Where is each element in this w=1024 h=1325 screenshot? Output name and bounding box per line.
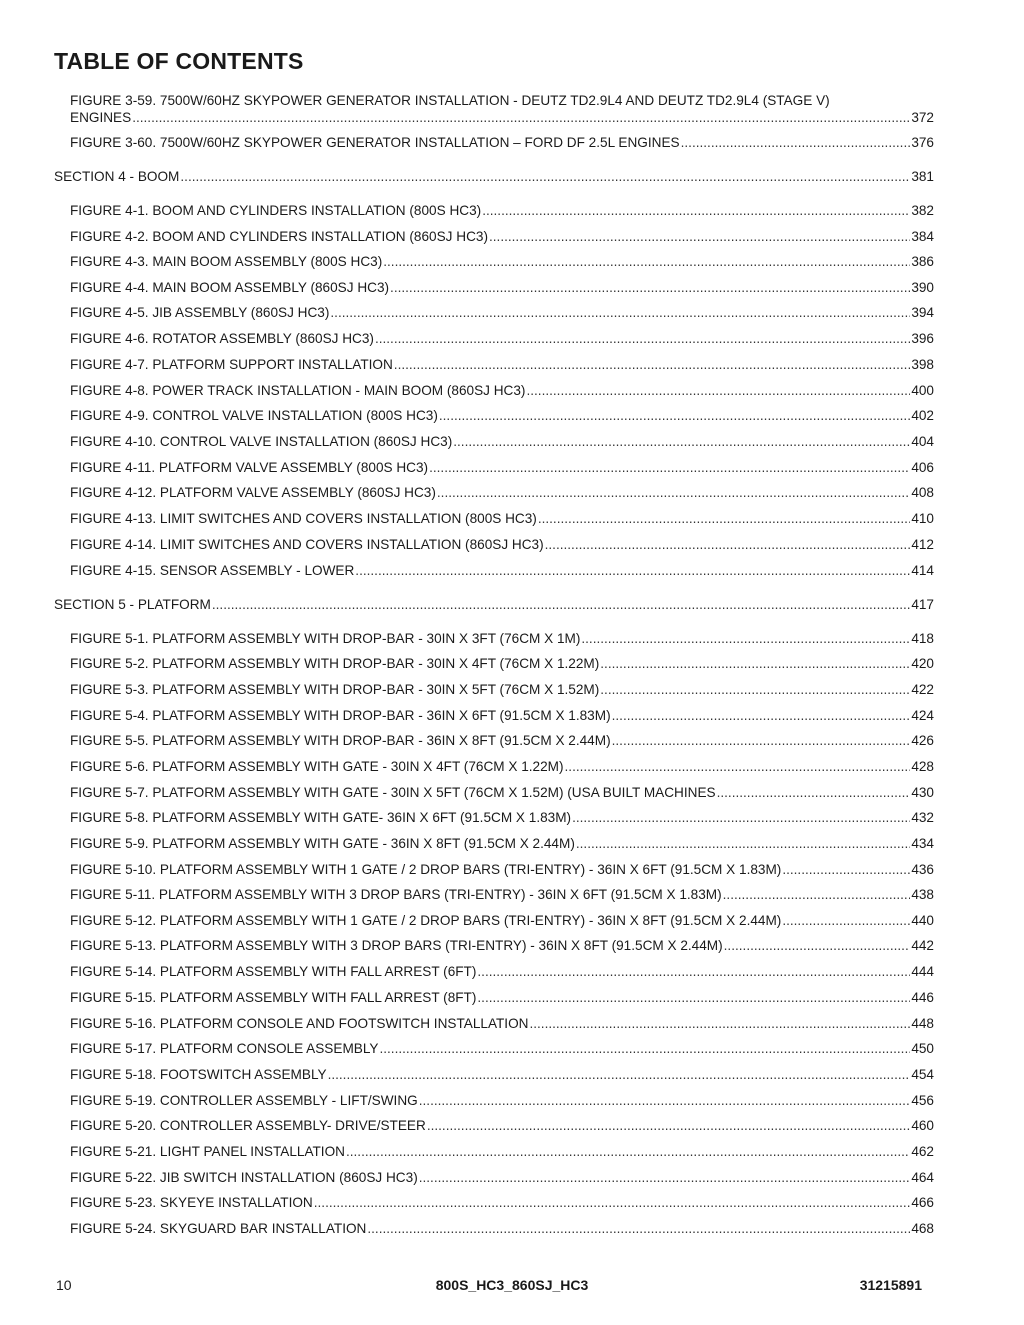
toc-entry-title: FIGURE 3-60. 7500W/60HZ SKYPOWER GENERATOR INSTALLATION – FORD DF 2.5L ENGINES bbox=[70, 135, 680, 150]
toc-figure-entry[interactable] bbox=[70, 912, 934, 929]
toc-entry-page-number: 372 bbox=[911, 110, 934, 125]
footer-part-number: 31215891 bbox=[859, 1277, 922, 1293]
dot-leader bbox=[545, 536, 911, 553]
toc-figure-entry[interactable] bbox=[70, 630, 934, 647]
toc-entry-title: FIGURE 5-14. PLATFORM ASSEMBLY WITH FALL ARREST (6FT) bbox=[70, 964, 477, 979]
dot-leader bbox=[600, 655, 910, 672]
toc-entry-title: FIGURE 4-11. PLATFORM VALVE ASSEMBLY (800S HC3) bbox=[70, 460, 429, 475]
toc-entry-title: FIGURE 5-15. PLATFORM ASSEMBLY WITH FALL ARREST (8FT) bbox=[70, 990, 477, 1005]
dot-leader bbox=[355, 562, 910, 579]
toc-entry-title: SECTION 4 - BOOM bbox=[54, 169, 180, 184]
toc-figure-entry[interactable] bbox=[70, 963, 934, 980]
toc-entry-page-number: 426 bbox=[911, 733, 934, 748]
toc-figure-entry[interactable] bbox=[70, 681, 934, 698]
toc-entry-page-number: 404 bbox=[911, 434, 934, 449]
dot-leader bbox=[375, 330, 910, 347]
toc-entry-page-number: 460 bbox=[911, 1118, 934, 1133]
toc-entry-page-number: 468 bbox=[911, 1221, 934, 1236]
toc-entry-title: FIGURE 4-12. PLATFORM VALVE ASSEMBLY (860SJ HC3) bbox=[70, 485, 436, 500]
toc-entry-page-number: 394 bbox=[911, 305, 934, 320]
dot-leader bbox=[723, 886, 911, 903]
toc-entry-title: FIGURE 5-4. PLATFORM ASSEMBLY WITH DROP-BAR - 36IN X 6FT (91.5CM X 1.83M) bbox=[70, 708, 611, 723]
toc-entry-title: FIGURE 4-13. LIMIT SWITCHES AND COVERS INSTALLATION (800S HC3) bbox=[70, 511, 537, 526]
toc-entry-title: FIGURE 4-8. POWER TRACK INSTALLATION - MAIN BOOM (860SJ HC3) bbox=[70, 383, 526, 398]
toc-entry-title: FIGURE 4-6. ROTATOR ASSEMBLY (860SJ HC3) bbox=[70, 331, 374, 346]
toc-entry-page-number: 438 bbox=[911, 887, 934, 902]
toc-entry-title: FIGURE 4-2. BOOM AND CYLINDERS INSTALLATION (860SJ HC3) bbox=[70, 229, 488, 244]
dot-leader bbox=[212, 596, 910, 613]
toc-figure-entry[interactable] bbox=[70, 1092, 934, 1109]
toc-entry-title: FIGURE 5-6. PLATFORM ASSEMBLY WITH GATE - 30IN X 4FT (76CM X 1.22M) bbox=[70, 759, 564, 774]
toc-entry-page-number: 381 bbox=[911, 169, 934, 184]
toc-entry-title: FIGURE 5-10. PLATFORM ASSEMBLY WITH 1 GATE / 2 DROP BARS (TRI-ENTRY) - 36IN X 6FT (91.5CM X 1.83M) bbox=[70, 862, 782, 877]
dot-leader bbox=[379, 1040, 910, 1057]
toc-entry-page-number: 386 bbox=[911, 254, 934, 269]
toc-section-entry[interactable] bbox=[54, 596, 934, 613]
dot-leader bbox=[612, 707, 911, 724]
toc-entry-page-number: 412 bbox=[911, 537, 934, 552]
toc-entry-page-number: 462 bbox=[911, 1144, 934, 1159]
dot-leader bbox=[477, 989, 910, 1006]
toc-figure-entry[interactable] bbox=[70, 330, 934, 347]
toc-entry-page-number: 420 bbox=[911, 656, 934, 671]
dot-leader bbox=[576, 835, 910, 852]
toc-section-entry[interactable] bbox=[54, 168, 934, 185]
toc-entry-page-number: 436 bbox=[911, 862, 934, 877]
toc-figure-entry[interactable] bbox=[70, 732, 934, 749]
dot-leader bbox=[427, 1117, 911, 1134]
toc-figure-entry[interactable] bbox=[70, 304, 934, 321]
toc-figure-entry[interactable] bbox=[70, 562, 934, 579]
toc-figure-entry[interactable] bbox=[70, 536, 934, 553]
dot-leader bbox=[419, 1169, 911, 1186]
toc-entry-title: FIGURE 5-9. PLATFORM ASSEMBLY WITH GATE - 36IN X 8FT (91.5CM X 2.44M) bbox=[70, 836, 575, 851]
toc-figure-entry[interactable] bbox=[70, 861, 934, 878]
toc-entry-title: FIGURE 5-2. PLATFORM ASSEMBLY WITH DROP-BAR - 30IN X 4FT (76CM X 1.22M) bbox=[70, 656, 600, 671]
toc-figure-entry[interactable] bbox=[70, 1040, 934, 1057]
toc-entry-page-number: 414 bbox=[911, 563, 934, 578]
toc-figure-entry[interactable] bbox=[70, 1220, 934, 1237]
toc-entry-title: FIGURE 5-17. PLATFORM CONSOLE ASSEMBLY bbox=[70, 1041, 379, 1056]
toc-figure-entry[interactable] bbox=[70, 1117, 934, 1134]
toc-entry-title: FIGURE 4-5. JIB ASSEMBLY (860SJ HC3) bbox=[70, 305, 330, 320]
toc-entry-title: FIGURE 5-22. JIB SWITCH INSTALLATION (860SJ HC3) bbox=[70, 1170, 418, 1185]
toc-figure-entry[interactable] bbox=[70, 707, 934, 724]
dot-leader bbox=[429, 459, 910, 476]
toc-entry-title: FIGURE 4-7. PLATFORM SUPPORT INSTALLATION bbox=[70, 357, 393, 372]
toc-entry-page-number: 406 bbox=[911, 460, 934, 475]
toc-entry-page-number: 376 bbox=[911, 135, 934, 150]
toc-entry-page-number: 424 bbox=[911, 708, 934, 723]
toc-entry-title: FIGURE 4-3. MAIN BOOM ASSEMBLY (800S HC3) bbox=[70, 254, 383, 269]
toc-figure-entry[interactable] bbox=[70, 279, 934, 296]
toc-entry-page-number: 384 bbox=[911, 229, 934, 244]
toc-entry-title: FIGURE 5-1. PLATFORM ASSEMBLY WITH DROP-BAR - 30IN X 3FT (76CM X 1M) bbox=[70, 631, 581, 646]
toc-entry-title: FIGURE 4-9. CONTROL VALVE INSTALLATION (800S HC3) bbox=[70, 408, 438, 423]
dot-leader bbox=[477, 963, 910, 980]
toc-entry-page-number: 422 bbox=[911, 682, 934, 697]
toc-figure-entry[interactable] bbox=[70, 835, 934, 852]
toc-entry-page-number: 382 bbox=[911, 203, 934, 218]
toc-entry-title: FIGURE 4-1. BOOM AND CYLINDERS INSTALLATION (800S HC3) bbox=[70, 203, 482, 218]
toc-figure-entry[interactable] bbox=[70, 1015, 934, 1032]
toc-figure-entry[interactable] bbox=[70, 228, 934, 245]
toc-entry-page-number: 440 bbox=[911, 913, 934, 928]
dot-leader bbox=[600, 681, 910, 698]
toc-entry-title: FIGURE 5-23. SKYEYE INSTALLATION bbox=[70, 1195, 313, 1210]
toc-entry-title: FIGURE 5-11. PLATFORM ASSEMBLY WITH 3 DROP BARS (TRI-ENTRY) - 36IN X 6FT (91.5CM X 1.83M) bbox=[70, 887, 722, 902]
toc-entry-page-number: 456 bbox=[911, 1093, 934, 1108]
toc-entry-page-number: 390 bbox=[911, 280, 934, 295]
toc-entry-title: FIGURE 5-24. SKYGUARD BAR INSTALLATION bbox=[70, 1221, 367, 1236]
dot-leader bbox=[330, 304, 910, 321]
toc-entry-page-number: 454 bbox=[911, 1067, 934, 1082]
toc-entry-title: FIGURE 5-18. FOOTSWITCH ASSEMBLY bbox=[70, 1067, 327, 1082]
toc-entry-title: SECTION 5 - PLATFORM bbox=[54, 597, 211, 612]
toc-entry-page-number: 430 bbox=[911, 785, 934, 800]
dot-leader bbox=[717, 784, 911, 801]
toc-entry-page-number: 464 bbox=[911, 1170, 934, 1185]
toc-figure-entry[interactable] bbox=[70, 784, 934, 801]
dot-leader bbox=[437, 484, 910, 501]
dot-leader bbox=[367, 1220, 910, 1237]
footer-document-title: 800S_HC3_860SJ_HC3 bbox=[435, 1277, 589, 1293]
toc-figure-entry[interactable] bbox=[70, 433, 934, 450]
dot-leader bbox=[538, 510, 910, 527]
toc-figure-entry[interactable] bbox=[70, 937, 934, 954]
dot-leader bbox=[328, 1066, 911, 1083]
toc-entry-title: FIGURE 4-14. LIMIT SWITCHES AND COVERS INSTALLATION (860SJ HC3) bbox=[70, 537, 544, 552]
toc-figure-entry[interactable] bbox=[70, 758, 934, 775]
dot-leader bbox=[394, 356, 911, 373]
toc-figure-entry[interactable] bbox=[70, 510, 934, 527]
toc-entry-page-number: 408 bbox=[911, 485, 934, 500]
toc-figure-entry[interactable] bbox=[70, 253, 934, 270]
toc-entry-title: FIGURE 5-21. LIGHT PANEL INSTALLATION bbox=[70, 1144, 345, 1159]
toc-figure-entry[interactable] bbox=[70, 356, 934, 373]
toc-entry-page-number: 428 bbox=[911, 759, 934, 774]
toc-entry-title: FIGURE 5-5. PLATFORM ASSEMBLY WITH DROP-BAR - 36IN X 8FT (91.5CM X 2.44M) bbox=[70, 733, 611, 748]
dot-leader bbox=[314, 1194, 911, 1211]
toc-entry-page-number: 432 bbox=[911, 810, 934, 825]
dot-leader bbox=[565, 758, 911, 775]
dot-leader bbox=[526, 382, 910, 399]
toc-figure-entry[interactable] bbox=[70, 1143, 934, 1160]
toc-entry-page-number: 450 bbox=[911, 1041, 934, 1056]
dot-leader bbox=[383, 253, 910, 270]
dot-leader bbox=[581, 630, 910, 647]
toc-entry-page-number: 466 bbox=[911, 1195, 934, 1210]
toc-entry-title: ENGINES bbox=[70, 110, 132, 125]
toc-figure-entry[interactable] bbox=[70, 989, 934, 1006]
toc-entry-title: FIGURE 4-15. SENSOR ASSEMBLY - LOWER bbox=[70, 563, 355, 578]
toc-entry-title: FIGURE 5-19. CONTROLLER ASSEMBLY - LIFT/SWING bbox=[70, 1093, 418, 1108]
dot-leader bbox=[681, 134, 911, 151]
toc-entry-title: FIGURE 4-4. MAIN BOOM ASSEMBLY (860SJ HC3) bbox=[70, 280, 390, 295]
toc-entry-title: FIGURE 5-12. PLATFORM ASSEMBLY WITH 1 GATE / 2 DROP BARS (TRI-ENTRY) - 36IN X 8FT (91.5CM X 2.44M) bbox=[70, 913, 782, 928]
dot-leader bbox=[482, 202, 910, 219]
toc-entry-page-number: 410 bbox=[911, 511, 934, 526]
dot-leader bbox=[489, 228, 910, 245]
toc-figure-entry[interactable] bbox=[70, 1194, 934, 1211]
toc-entry-page-number: 418 bbox=[911, 631, 934, 646]
dot-leader bbox=[439, 407, 910, 424]
dot-leader bbox=[419, 1092, 911, 1109]
page-title: TABLE OF CONTENTS bbox=[54, 48, 304, 74]
toc-entry-page-number: 396 bbox=[911, 331, 934, 346]
toc-figure-entry[interactable] bbox=[70, 202, 934, 219]
dot-leader bbox=[572, 809, 910, 826]
toc-entry-page-number: 448 bbox=[911, 1016, 934, 1031]
dot-leader bbox=[132, 109, 910, 126]
dot-leader bbox=[529, 1015, 910, 1032]
toc-entry-title-line: FIGURE 3-59. 7500W/60HZ SKYPOWER GENERATOR INSTALLATION - DEUTZ TD2.9L4 AND DEUTZ TD2.9L4 (STAGE V) bbox=[70, 93, 830, 108]
dot-leader bbox=[782, 861, 910, 878]
toc-entry-page-number: 446 bbox=[911, 990, 934, 1005]
toc-figure-entry[interactable] bbox=[70, 1169, 934, 1186]
toc-entry-title: FIGURE 5-8. PLATFORM ASSEMBLY WITH GATE- 36IN X 6FT (91.5CM X 1.83M) bbox=[70, 810, 572, 825]
toc-figure-entry[interactable] bbox=[70, 407, 934, 424]
toc-entry-title: FIGURE 5-3. PLATFORM ASSEMBLY WITH DROP-BAR - 30IN X 5FT (76CM X 1.52M) bbox=[70, 682, 600, 697]
toc-figure-entry[interactable] bbox=[70, 382, 934, 399]
dot-leader bbox=[782, 912, 910, 929]
toc-entry-page-number: 442 bbox=[911, 938, 934, 953]
toc-entry-title: FIGURE 5-20. CONTROLLER ASSEMBLY- DRIVE/STEER bbox=[70, 1118, 426, 1133]
toc-entry-title: FIGURE 4-10. CONTROL VALVE INSTALLATION (860SJ HC3) bbox=[70, 434, 453, 449]
toc-figure-entry[interactable] bbox=[70, 809, 934, 826]
toc-figure-entry[interactable] bbox=[70, 92, 934, 126]
toc-entry-page-number: 400 bbox=[911, 383, 934, 398]
toc-figure-entry[interactable] bbox=[70, 1066, 934, 1083]
toc-figure-entry[interactable] bbox=[70, 484, 934, 501]
toc-entry-title: FIGURE 5-7. PLATFORM ASSEMBLY WITH GATE - 30IN X 5FT (76CM X 1.52M) (USA BUILT MACHINES bbox=[70, 785, 716, 800]
toc-entry-page-number: 434 bbox=[911, 836, 934, 851]
toc-figure-entry[interactable] bbox=[70, 134, 934, 151]
dot-leader bbox=[180, 168, 910, 185]
toc-figure-entry[interactable] bbox=[70, 886, 934, 903]
dot-leader bbox=[453, 433, 910, 450]
footer-page-number: 10 bbox=[56, 1277, 72, 1293]
toc-figure-entry[interactable] bbox=[70, 459, 934, 476]
toc-entry-page-number: 402 bbox=[911, 408, 934, 423]
toc-entry-title: FIGURE 5-13. PLATFORM ASSEMBLY WITH 3 DROP BARS (TRI-ENTRY) - 36IN X 8FT (91.5CM X 2.44M) bbox=[70, 938, 723, 953]
toc-entry-page-number: 398 bbox=[911, 357, 934, 372]
toc-entry-page-number: 444 bbox=[911, 964, 934, 979]
toc-entry-title: FIGURE 5-16. PLATFORM CONSOLE AND FOOTSWITCH INSTALLATION bbox=[70, 1016, 529, 1031]
toc-entry-page-number: 417 bbox=[911, 597, 934, 612]
dot-leader bbox=[346, 1143, 910, 1160]
toc-figure-entry[interactable] bbox=[70, 655, 934, 672]
dot-leader bbox=[390, 279, 910, 296]
dot-leader bbox=[612, 732, 911, 749]
dot-leader bbox=[724, 937, 911, 954]
